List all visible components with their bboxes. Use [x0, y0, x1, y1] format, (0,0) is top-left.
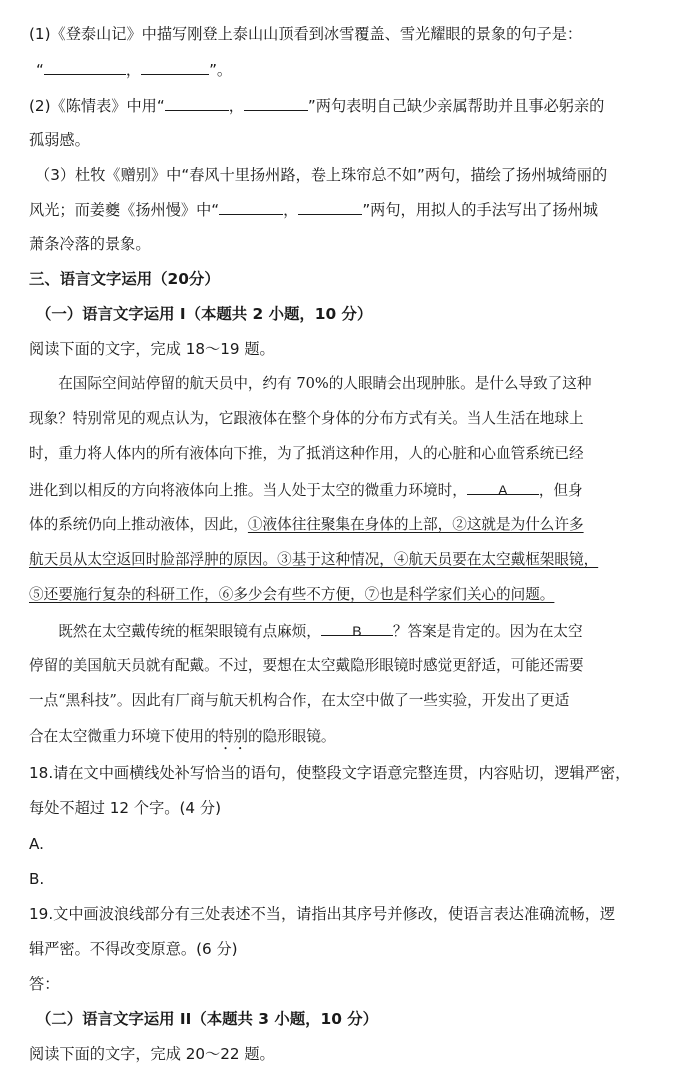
- passage-line-9: [29, 656, 584, 676]
- subsection-heading-1: [36, 304, 372, 324]
- passage-text: 合在太空微重力环境下使用的: [29, 728, 219, 745]
- answer-area[interactable]: [29, 974, 59, 994]
- answer-blank[interactable]: [244, 96, 308, 111]
- question-text: 19.文中画波浪线部分有三处表述不当，请指出其序号并修改，使语言表达准确流畅，逻: [29, 905, 616, 923]
- q3-text-mid: 风光；而姜夔《扬州慢》中“: [29, 201, 220, 219]
- comma: ，: [228, 97, 244, 115]
- blank-label-a: A: [498, 482, 508, 498]
- passage-line-4: [29, 480, 583, 501]
- q2-text-cont: 孤弱感。: [29, 131, 90, 149]
- passage-line-3: [29, 444, 584, 464]
- passage-line-10: [29, 691, 569, 711]
- answer-label: 答：: [29, 975, 60, 993]
- q1-text: (1)《登泰山记》中描写刚登上泰山山顶看到冰雪覆盖、雪光耀眼的景象的句子是：: [29, 25, 583, 43]
- fill-blank-b[interactable]: [321, 621, 393, 639]
- q1-blanks-line: [36, 60, 232, 80]
- answer-b[interactable]: [29, 869, 44, 889]
- passage-line-8: [29, 621, 583, 642]
- fill-blank-a[interactable]: [467, 480, 539, 498]
- passage-text: 体的系统仍向上推动液体，因此，: [29, 516, 248, 533]
- q2-line: [29, 96, 604, 116]
- open-quote: “: [36, 61, 44, 79]
- passage-line-11: [29, 727, 336, 753]
- passage-text: 的隐形眼镜。: [247, 728, 336, 745]
- passage-text: 进化到以相反的方向将液体向上推。当人处于太空的微重力环境时，: [29, 482, 467, 499]
- question-18-cont: [29, 798, 221, 818]
- passage-text: ，但身: [538, 482, 583, 499]
- passage-text: 在国际空间站停留的航天员中，约有 70%的人眼睛会出现肿胀。是什么导致了这种: [29, 375, 592, 392]
- passage-line-6: [29, 550, 598, 570]
- passage-text: 时，重力将人体内的所有液体向下推，为了抵消这种作用，人的心脏和心血管系统已经: [29, 445, 584, 462]
- question-19: [29, 904, 615, 924]
- instruction-text: 阅读下面的文字，完成 18～19 题。: [29, 340, 275, 358]
- passage-text: 停留的美国航天员就有配戴。不过，要想在太空戴隐形眼镜时感觉更舒适，可能还需要: [29, 657, 584, 674]
- question-text: 18.请在文中画横线处补写恰当的语句，使整段文字语意完整连贯，内容贴切，逻辑严密，: [29, 764, 631, 782]
- passage-text: 既然在太空戴传统的框架眼镜有点麻烦，: [29, 623, 321, 640]
- q1-line: [29, 24, 582, 44]
- answer-blank[interactable]: [165, 96, 229, 111]
- subsection-heading-2: [36, 1009, 378, 1029]
- question-text: 每处不超过 12 个字。(4 分): [29, 799, 222, 817]
- q2-line-2: [29, 130, 90, 150]
- q2-text-end: ”两句表明自己缺少亲属帮助并且事必躬亲的: [307, 97, 605, 115]
- passage-text: 一点“黑科技”。因此有厂商与航天机构合作，在太空中做了一些实验，开发出了更适: [29, 692, 570, 709]
- answer-blank[interactable]: [141, 60, 209, 75]
- passage-text: 现象？特别常见的观点认为，它跟液体在整个身体的分布方式有关。当人生活在地球上: [29, 410, 584, 427]
- passage-line-2: [29, 409, 584, 429]
- q3-line-3: [29, 234, 151, 254]
- answer-blank[interactable]: [219, 200, 283, 215]
- answer-blank[interactable]: [44, 60, 126, 75]
- question-text: 辑严密。不得改变原意。(6 分): [29, 940, 238, 958]
- instruction-text: 阅读下面的文字，完成 20～22 题。: [29, 1045, 275, 1063]
- comma: ，: [125, 61, 142, 79]
- passage-line-7: [29, 585, 554, 605]
- passage-line-5: [29, 515, 584, 535]
- passage-line-1: [29, 374, 591, 394]
- answer-label-b: B.: [29, 870, 45, 888]
- subsection-title: （二）语言文字运用 II（本题共 3 小题，10 分）: [36, 1010, 379, 1028]
- emphasized-word: 特别: [218, 728, 248, 745]
- section-title: 三、语言文字运用（20分）: [29, 270, 220, 288]
- comma: ，: [283, 201, 299, 219]
- wavy-underlined-text: 航天员从太空返回时脸部浮肿的原因。③基于这种情况，④航天员要在太空戴框架眼镜，: [29, 551, 599, 568]
- wavy-underlined-text: ⑤还要施行复杂的科研工作，⑥多少会有些不方便，⑦也是科学家们关心的问题。: [29, 586, 555, 603]
- subsection-title: （一）语言文字运用 I（本题共 2 小题，10 分）: [36, 305, 373, 323]
- q3-line: [35, 165, 607, 185]
- q3-line-2: [29, 200, 598, 220]
- question-18: [29, 763, 630, 783]
- blank-label-b: B: [352, 623, 362, 639]
- answer-a[interactable]: [29, 834, 44, 854]
- q3-text: （3）杜牧《赠别》中“春风十里扬州路，卷上珠帘总不如”两句，描绘了扬州城绮丽的: [35, 166, 608, 184]
- q3-text-end: ”两句，用拟人的手法写出了扬州城: [362, 201, 598, 219]
- answer-label-a: A.: [29, 835, 44, 853]
- question-19-cont: [29, 939, 238, 959]
- reading-instruction-2: [29, 1044, 275, 1064]
- reading-instruction-1: [29, 339, 275, 359]
- answer-blank[interactable]: [298, 200, 362, 215]
- wavy-underlined-text: ①液体往往聚集在身体的上部，②这就是为什么许多: [247, 516, 584, 533]
- section-heading-3: [29, 269, 220, 289]
- passage-text: ？答案是肯定的。因为在太空: [392, 623, 583, 640]
- close-quote: ”。: [209, 61, 233, 79]
- q2-text-start: (2)《陈情表》中用“: [29, 97, 165, 115]
- q3-text-cont: 萧条冷落的景象。: [29, 235, 151, 253]
